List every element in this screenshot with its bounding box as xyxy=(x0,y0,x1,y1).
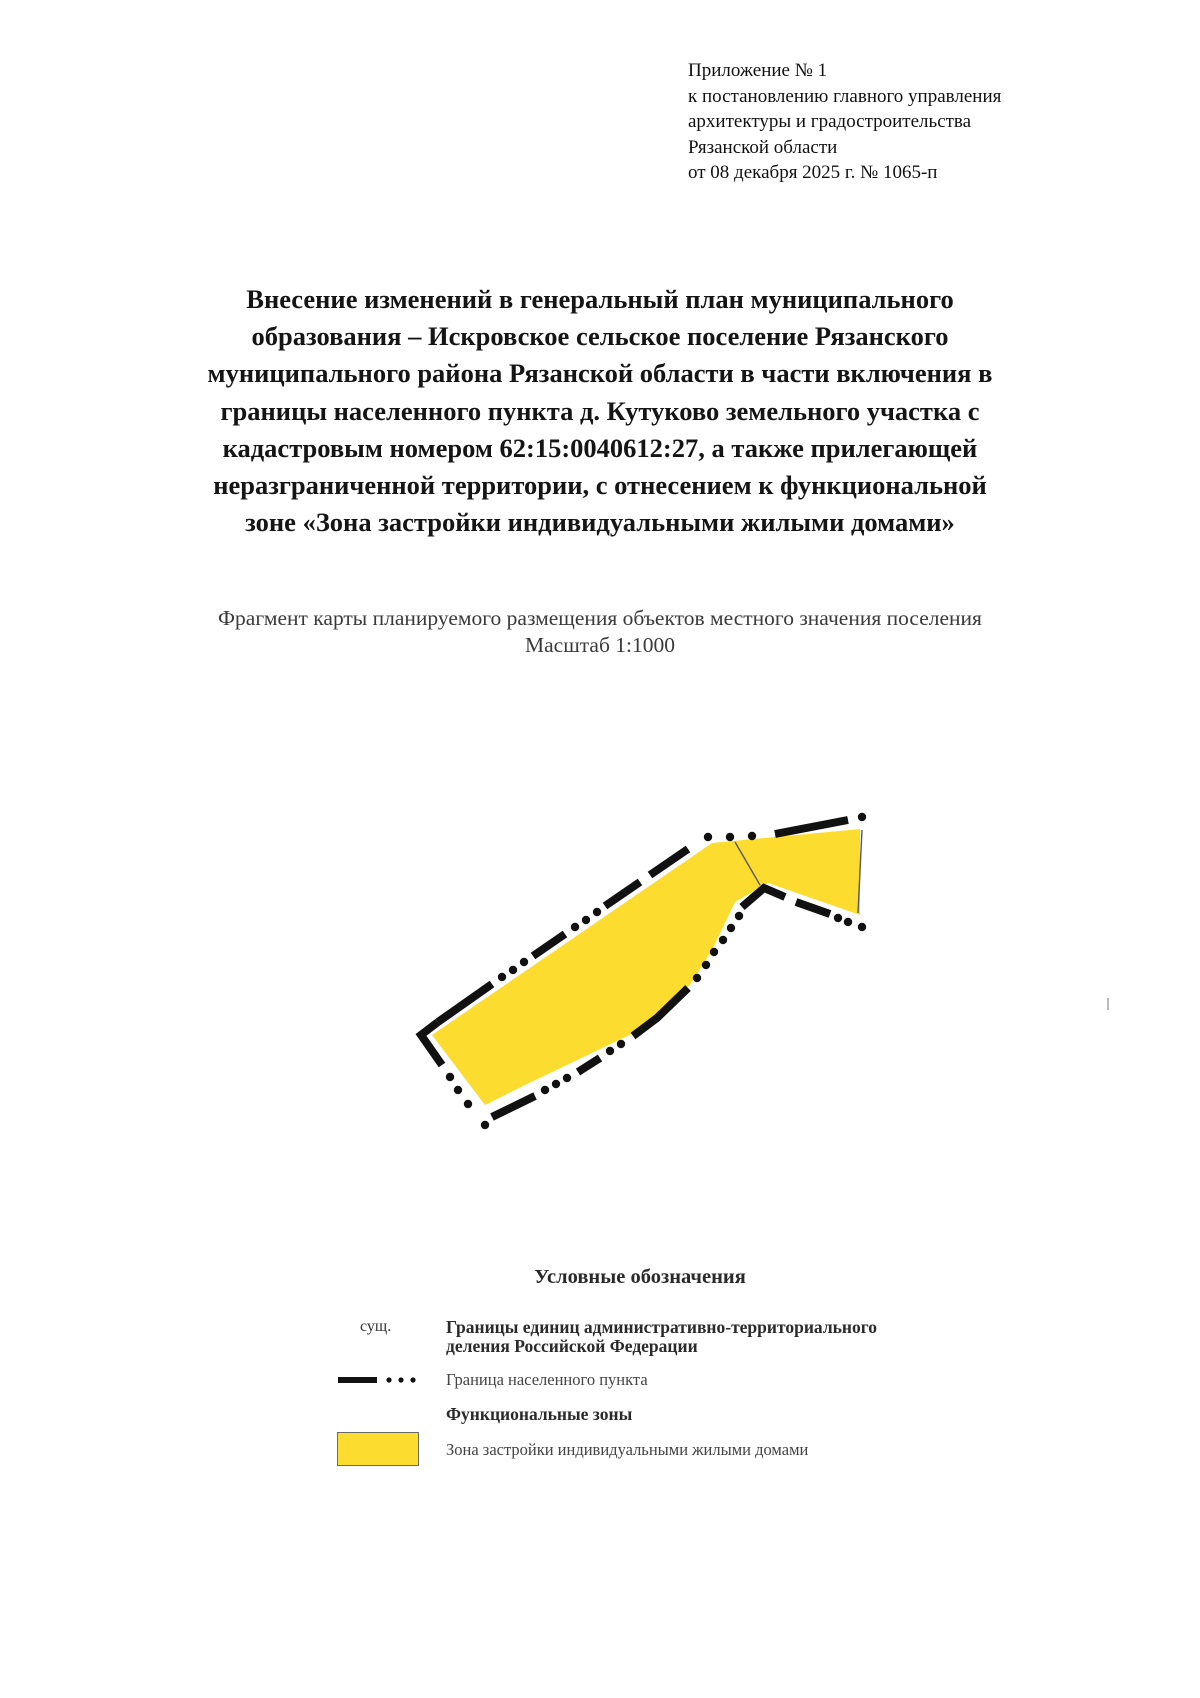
legend-admin-heading-line: деления Российской Федерации xyxy=(446,1336,698,1356)
document-title xyxy=(150,281,1050,541)
legend-admin-heading-line: Границы единиц административно-территориального xyxy=(446,1317,877,1337)
map-caption xyxy=(150,605,1050,659)
legend-settlement-boundary-label: Граница населенного пункта xyxy=(446,1370,648,1389)
title-line: муниципального района Рязанской области в части включения в xyxy=(207,358,993,389)
appendix-line: от 08 декабря 2025 г. № 1065-п xyxy=(688,162,938,183)
settlement-boundary-swatch xyxy=(337,1372,429,1388)
legend-admin-heading xyxy=(446,1318,877,1356)
parcel-line xyxy=(858,830,862,913)
residential-zone-swatch xyxy=(337,1432,419,1466)
map-scale: Масштаб 1:1000 xyxy=(525,633,675,657)
title-line: Внесение изменений в генеральный план муниципального xyxy=(246,284,954,314)
title-line: зоне «Зона застройки индивидуальными жилыми домами» xyxy=(245,507,955,538)
legend-zone-label: Зона застройки индивидуальными жилыми домами xyxy=(446,1440,809,1459)
title-line: границы населенного пункта д. Кутуково земельного участка с xyxy=(220,395,980,426)
map-caption-heading: Фрагмент карты планируемого размещения объектов местного значения поселения xyxy=(218,606,982,630)
settlement-boundary-dots xyxy=(446,813,866,1129)
legend-zones-heading xyxy=(446,1405,632,1424)
title-line: кадастровым номером 62:15:0040612:27, а также прилегающей xyxy=(222,432,978,463)
appendix-header xyxy=(688,58,1001,186)
appendix-line: Рязанской области xyxy=(688,136,838,158)
appendix-line: к постановлению главного управления xyxy=(688,85,1002,107)
title-line: неразграниченной территории, с отнесением к функциональной xyxy=(213,470,987,501)
title-line: образования – Искровское сельское поселение Рязанского xyxy=(251,321,949,352)
appendix-line: Приложение № 1 xyxy=(688,60,828,81)
legend-title: Условные обозначения xyxy=(534,1266,746,1288)
residential-zone-area xyxy=(432,829,860,1105)
settlement-boundary xyxy=(421,820,848,1117)
parcel-line xyxy=(735,842,760,885)
legend-zones-heading-text: Функциональные зоны xyxy=(446,1404,633,1424)
appendix-line: архитектуры и градостроительства xyxy=(688,111,972,132)
legend-note: сущ. xyxy=(360,1318,392,1335)
